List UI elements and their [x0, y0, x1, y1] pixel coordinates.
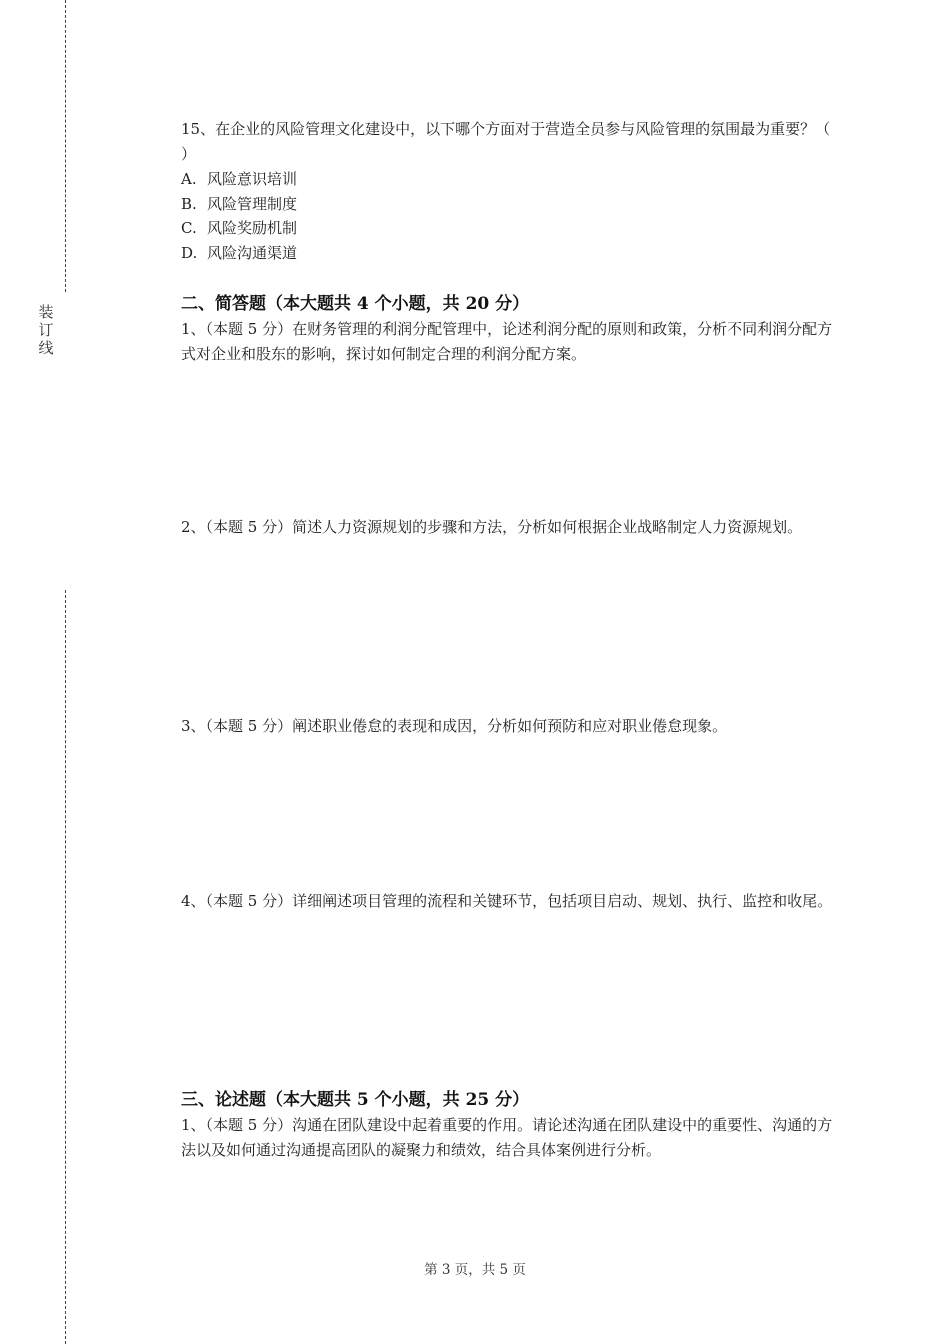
option-text: 风险奖励机制 [207, 219, 298, 237]
page-number: 第 3 页，共 5 页 [424, 1262, 526, 1278]
option-b [181, 192, 297, 217]
short-answer-question-2: 2、（本题 5 分）简述人力资源规划的步骤和方法，分析如何根据企业战略制定人力资源规划。 [181, 518, 803, 536]
binding-char: 线 [38, 339, 54, 357]
option-letter: A. [181, 170, 197, 188]
short-answer-question-3: 3、（本题 5 分）阐述职业倦怠的表现和成因，分析如何预防和应对职业倦怠现象。 [181, 717, 728, 735]
short-answer-question-1: 1、（本题 5 分）在财务管理的利润分配管理中，论述利润分配的原则和政策，分析不同利润分配方式对企业和股东的影响，探讨如何制定合理的利润分配方案。 [181, 320, 833, 363]
binding-label [36, 303, 56, 357]
binding-line-bottom [65, 590, 66, 1344]
option-c [181, 216, 297, 241]
option-a [181, 167, 297, 192]
option-letter: C. [181, 219, 197, 237]
option-text: 风险管理制度 [207, 195, 298, 213]
option-letter: B. [181, 195, 197, 213]
section-title-short-answer: 二、简答题（本大题共 4 个小题，共 20 分） [181, 294, 530, 314]
short-answer-question-4: 4、（本题 5 分）详细阐述项目管理的流程和关键环节，包括项目启动、规划、执行、监控和收尾。 [181, 892, 833, 910]
essay-question-1: 1、（本题 5 分）沟通在团队建设中起着重要的作用。请论述沟通在团队建设中的重要性、沟通的方法以及如何通过沟通提高团队的凝聚力和绩效，结合具体案例进行分析。 [181, 1116, 833, 1159]
mc-question-15: 15、在企业的风险管理文化建设中，以下哪个方面对于营造全员参与风险管理的氛围最为重要？（ ） [181, 120, 831, 163]
option-text: 风险沟通渠道 [207, 244, 298, 262]
binding-line-top [65, 0, 66, 292]
option-letter: D. [181, 244, 198, 262]
binding-char: 订 [38, 321, 54, 339]
option-d [181, 241, 297, 266]
binding-char: 装 [38, 303, 54, 321]
section-title-essay: 三、论述题（本大题共 5 个小题，共 25 分） [181, 1090, 530, 1110]
option-text: 风险意识培训 [207, 170, 298, 188]
